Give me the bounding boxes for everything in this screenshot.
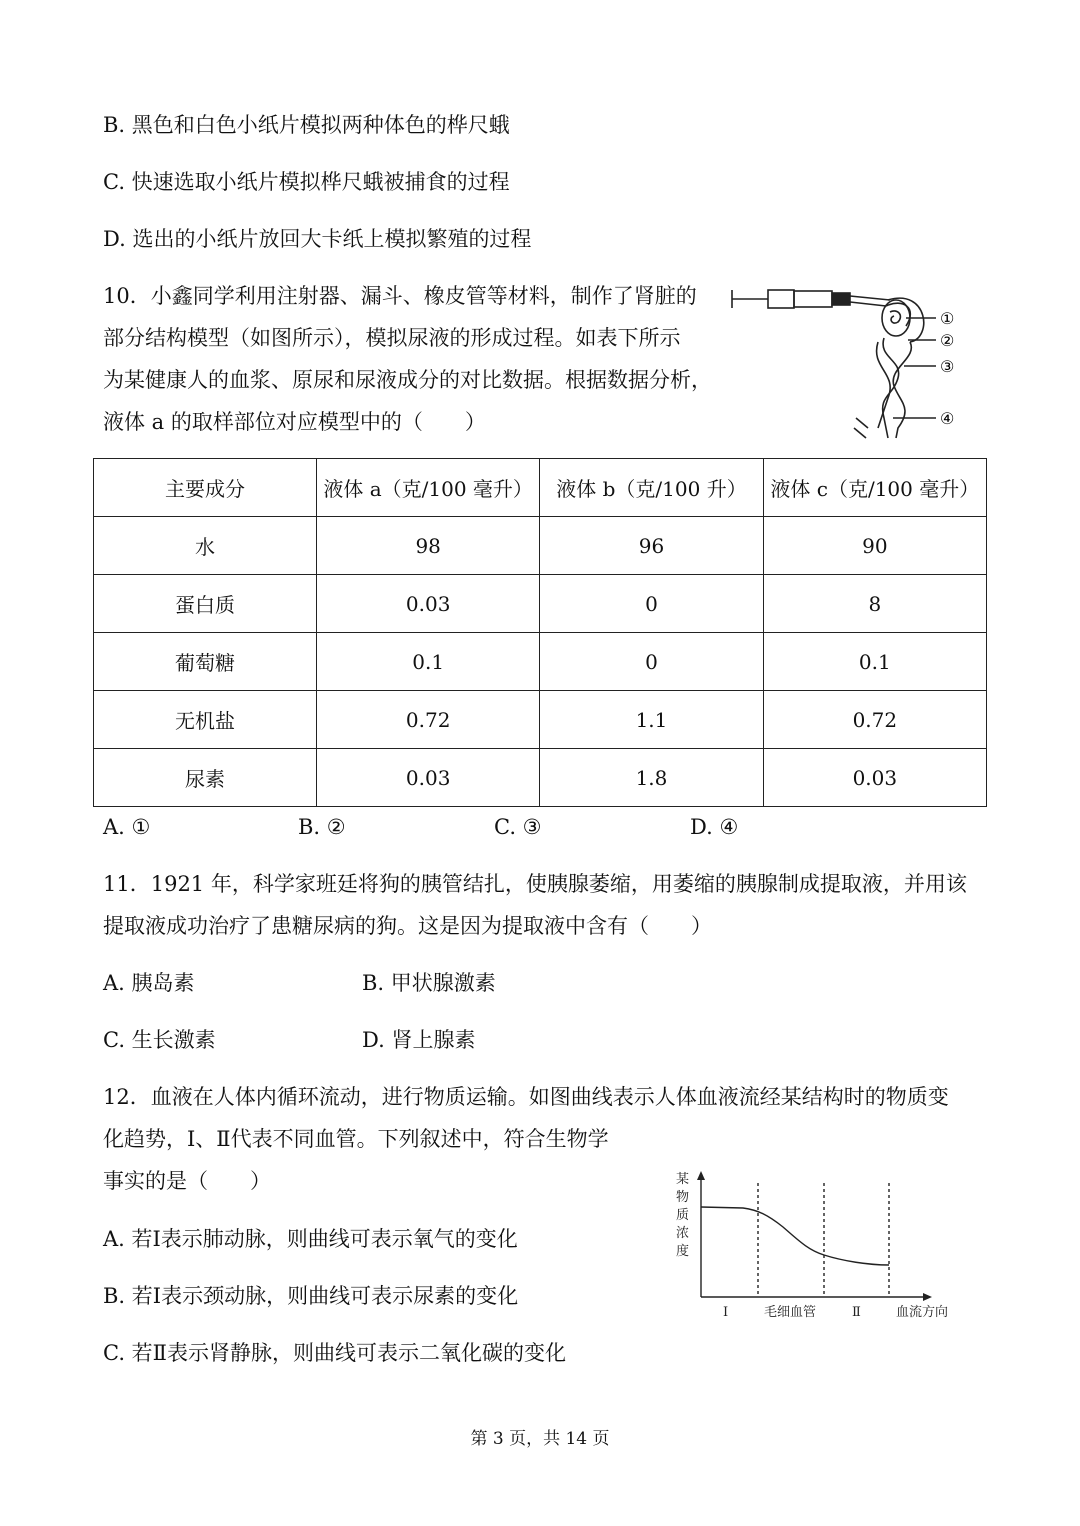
- composition-table: [93, 458, 987, 807]
- table-cell: 0.03: [763, 749, 986, 807]
- q10-stem-line-4: 液体 a 的取样部位对应模型中的（ ）: [103, 410, 486, 434]
- q11-option-b: B. 甲状腺激素: [362, 971, 496, 995]
- q11-option-c: C. 生长激素: [103, 1028, 216, 1052]
- x-label-flow-direction: 血流方向: [896, 1305, 949, 1320]
- table-header-row: [94, 459, 987, 517]
- table-cell: 0.03: [317, 749, 540, 807]
- q10-option-c: C. ③: [494, 815, 542, 839]
- table-row: [94, 749, 987, 807]
- table-cell: 1.1: [540, 691, 763, 749]
- y-label-char: 度: [676, 1244, 690, 1259]
- figure-label-3: ③: [940, 357, 955, 376]
- y-label-char: 质: [676, 1208, 690, 1223]
- q12-option-c: C. 若Ⅱ表示肾静脉，则曲线可表示二氧化碳的变化: [103, 1341, 566, 1365]
- table-cell: 0.1: [317, 633, 540, 691]
- table-cell: 1.8: [540, 749, 763, 807]
- table-row: [94, 633, 987, 691]
- table-cell: 90: [763, 517, 986, 575]
- table-cell: 98: [317, 517, 540, 575]
- table-cell: 0: [540, 633, 763, 691]
- q9-option-d: D. 选出的小纸片放回大卡纸上模拟繁殖的过程: [103, 227, 532, 251]
- table-cell: 0.72: [763, 691, 986, 749]
- table-cell: 96: [540, 517, 763, 575]
- concentration-curve: [701, 1207, 889, 1265]
- table-row: [94, 575, 987, 633]
- q10-option-b: B. ②: [298, 815, 346, 839]
- x-label-vessel-2: Ⅱ: [852, 1305, 861, 1320]
- table-header: 主要成分: [94, 459, 317, 517]
- table-cell: 0.72: [317, 691, 540, 749]
- q10-stem-line-1: 10．小鑫同学利用注射器、漏斗、橡皮管等材料，制作了肾脏的: [103, 284, 697, 308]
- q12-stem-line-1: 12．血液在人体内循环流动，进行物质运输。如图曲线表示人体血液流经某结构时的物质变: [103, 1085, 949, 1109]
- q10-option-a: A. ①: [103, 815, 151, 839]
- table-cell: 0.1: [763, 633, 986, 691]
- y-label-char: 某: [676, 1172, 690, 1187]
- q11-option-a: A. 胰岛素: [103, 971, 195, 995]
- x-label-capillary: 毛细血管: [764, 1305, 817, 1320]
- table-cell: 葡萄糖: [94, 633, 317, 691]
- table-row: [94, 517, 987, 575]
- table-header: 液体 a（克/100 毫升）: [317, 459, 540, 517]
- table-cell: 水: [94, 517, 317, 575]
- q12-option-a: A. 若Ⅰ表示肺动脉，则曲线可表示氧气的变化: [103, 1227, 518, 1251]
- q11-stem-line-1: 11．1921 年，科学家班廷将狗的胰管结扎，使胰腺萎缩，用萎缩的胰腺制成提取液，并用该: [103, 872, 967, 896]
- y-label-char: 物: [676, 1190, 690, 1205]
- q10-stem-line-3: 为某健康人的血浆、原尿和尿液成分的对比数据。根据数据分析，: [103, 368, 712, 392]
- q9-option-c: C. 快速选取小纸片模拟桦尺蛾被捕食的过程: [103, 170, 510, 194]
- table-cell: 尿素: [94, 749, 317, 807]
- table-cell: 0: [540, 575, 763, 633]
- q10-stem-line-2: 部分结构模型（如图所示），模拟尿液的形成过程。如表下所示: [103, 326, 681, 350]
- q11-option-d: D. 肾上腺素: [362, 1028, 476, 1052]
- figure-label-2: ②: [940, 331, 955, 350]
- q11-stem-line-2: 提取液成功治疗了患糖尿病的狗。这是因为提取液中含有（ ）: [103, 914, 712, 938]
- kidney-model-figure: [728, 278, 968, 443]
- table-cell: 0.03: [317, 575, 540, 633]
- table-row: [94, 691, 987, 749]
- table-cell: 8: [763, 575, 986, 633]
- q12-stem-line-3: 事实的是（ ）: [103, 1169, 271, 1193]
- q10-option-d: D. ④: [690, 815, 739, 839]
- table-header: 液体 b（克/100 升）: [540, 459, 763, 517]
- y-label-char: 浓: [676, 1226, 690, 1241]
- blood-flow-diagram: [668, 1165, 968, 1325]
- q9-option-b: B. 黑色和白色小纸片模拟两种体色的桦尺蛾: [103, 113, 510, 137]
- page-footer: 第 3 页，共 14 页: [470, 1429, 610, 1449]
- table-header: 液体 c（克/100 毫升）: [763, 459, 986, 517]
- table-cell: 无机盐: [94, 691, 317, 749]
- q12-stem-line-2: 化趋势，Ⅰ、Ⅱ代表不同血管。下列叙述中，符合生物学: [103, 1127, 609, 1151]
- figure-label-1: ①: [940, 309, 955, 328]
- table-cell: 蛋白质: [94, 575, 317, 633]
- x-label-vessel-1: Ⅰ: [723, 1305, 729, 1320]
- figure-label-4: ④: [940, 409, 955, 428]
- q12-option-b: B. 若Ⅰ表示颈动脉，则曲线可表示尿素的变化: [103, 1284, 519, 1308]
